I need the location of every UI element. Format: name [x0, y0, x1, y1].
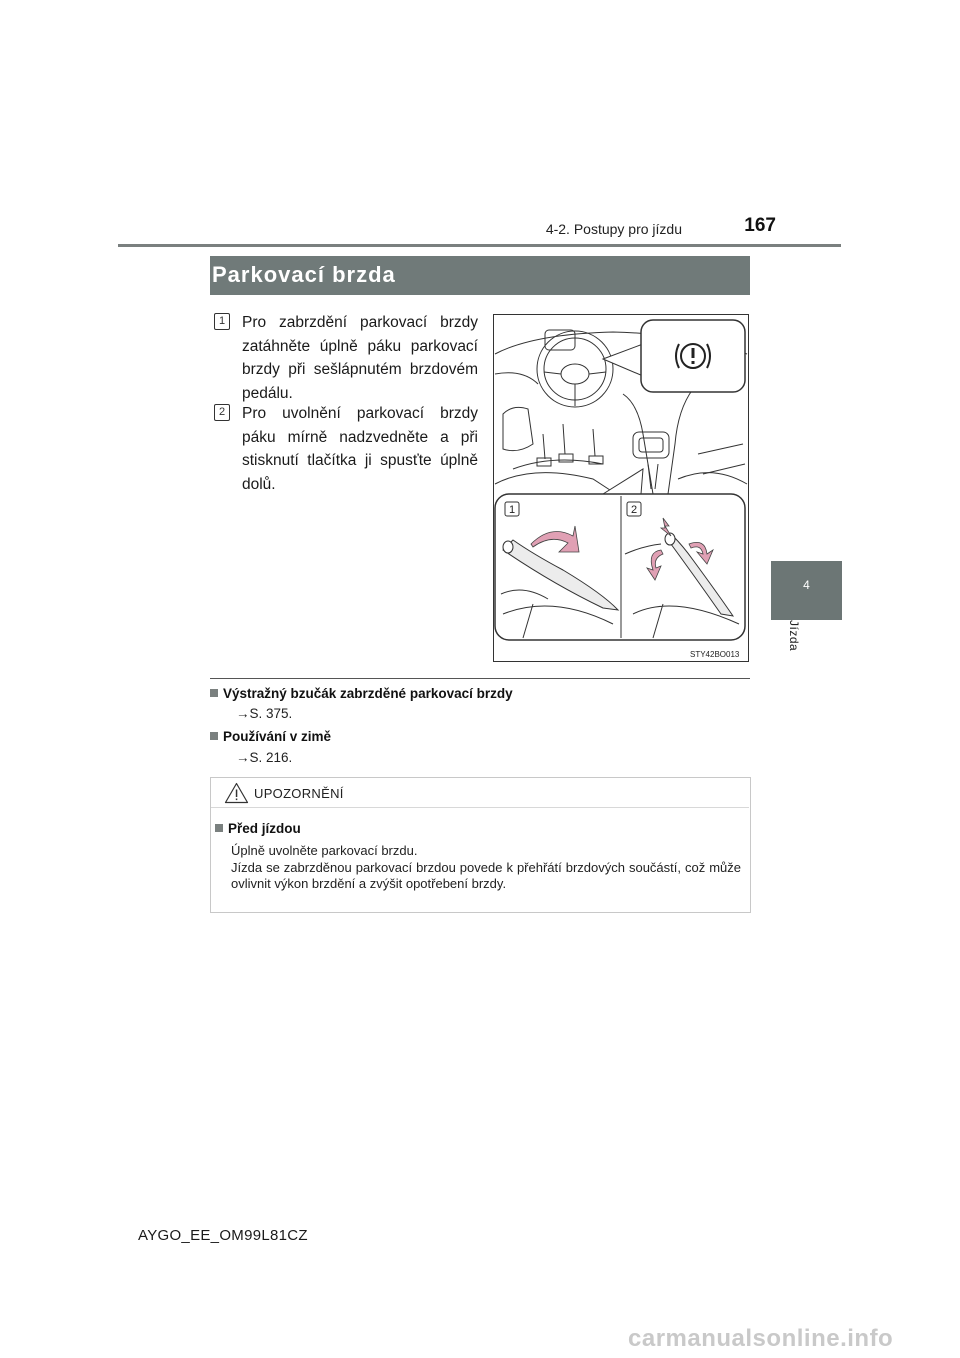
- bullet-square-icon: [215, 824, 223, 832]
- page-reference-link[interactable]: →S. 375.: [236, 706, 293, 721]
- step-1: [214, 311, 478, 407]
- caution-text: Úplně uvolněte parkovací brzdu. Jízda se zabrzděnou parkovací brzdou povede k přehřátí brzdových součástí, což může ovlivnit výkon brzdění a zvýšit opotřebení brzdy.: [231, 843, 741, 891]
- info-title: Používání v zimě: [223, 729, 332, 744]
- section-title: 4-2. Postupy pro jízdu: [545, 221, 682, 237]
- step-text: Pro uvolnění parkovací brzdy páku mírně nadzvedněte a při stisknutí tlačítka ji spusťte úplně dolů.: [242, 405, 478, 493]
- figure-callout-2: 2: [630, 504, 638, 516]
- warning-triangle-icon: [224, 782, 249, 804]
- step-number-badge: 1: [214, 313, 230, 330]
- info-title: Výstražný bzučák zabrzděné parkovací brzdy: [223, 686, 513, 701]
- caution-subtitle: [215, 821, 301, 836]
- step-2: [214, 402, 478, 498]
- page-number: 167: [744, 215, 776, 236]
- chapter-tab-number: 4: [803, 578, 810, 592]
- page-reference-link[interactable]: →S. 216.: [236, 750, 293, 765]
- caution-header-divider: [211, 807, 749, 808]
- step-number-badge: 2: [214, 404, 230, 421]
- info-item-warning-buzzer: [210, 686, 513, 701]
- caution-label: UPOZORNĚNÍ: [254, 786, 344, 801]
- page-heading: Parkovací brzda: [212, 262, 396, 287]
- bullet-square-icon: [210, 689, 218, 697]
- header-divider: [118, 244, 841, 247]
- info-divider: [210, 678, 750, 679]
- info-item-winter-use: [210, 729, 331, 744]
- chapter-tab-label: [763, 620, 823, 670]
- figure-callout-1: 1: [508, 504, 516, 516]
- document-code: AYGO_EE_OM99L81CZ: [138, 1227, 308, 1244]
- figure-code: STY42BO013: [690, 650, 740, 659]
- step-text: Pro zabrzdění parkovací brzdy zatáhněte úplně páku parkovací brzdy při sešlápnutém brzdovém pedálu.: [242, 314, 478, 402]
- chapter-tab-label-text: Jízda: [787, 620, 801, 652]
- caution-subtitle-text: Před jízdou: [228, 821, 301, 836]
- bullet-square-icon: [210, 732, 218, 740]
- parking-brake-illustration: [493, 314, 749, 662]
- watermark: carmanualsonline.info: [628, 1325, 894, 1352]
